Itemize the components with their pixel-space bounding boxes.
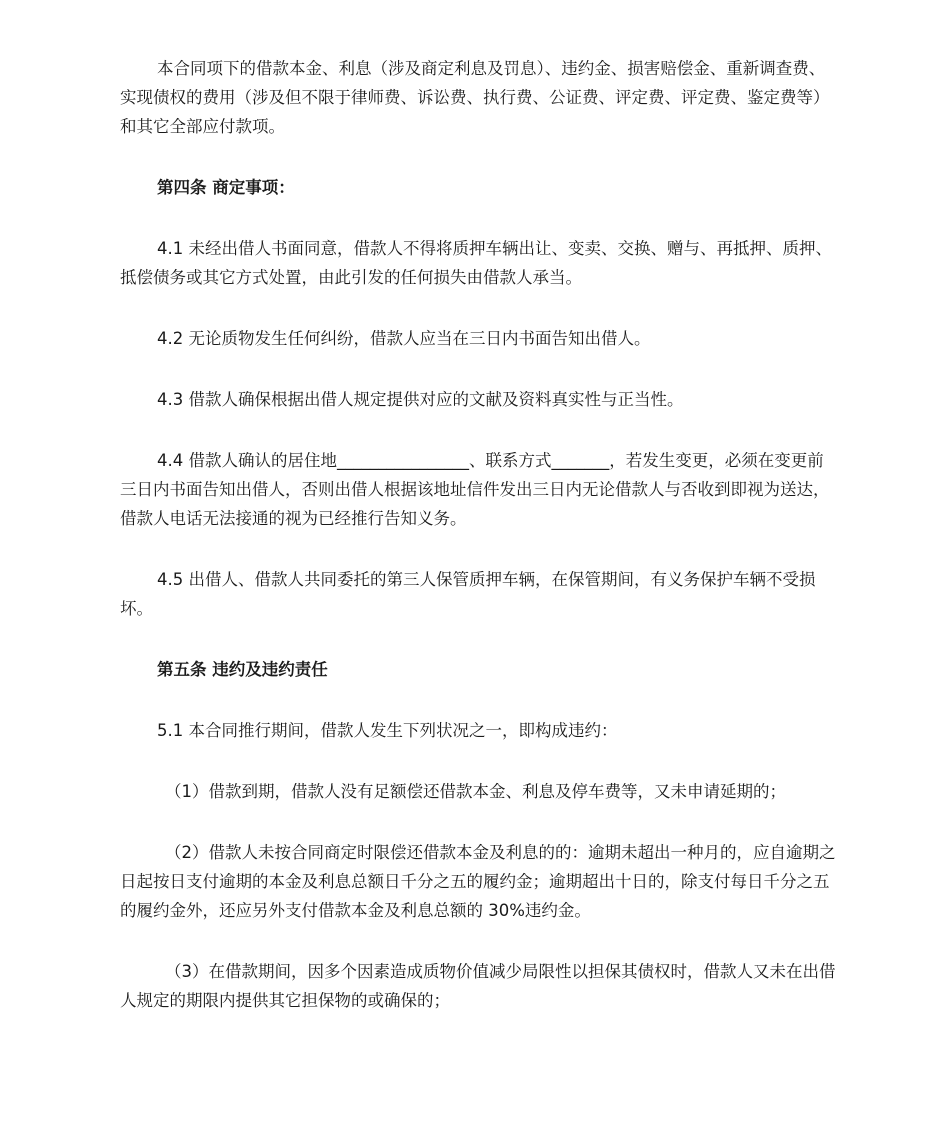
paragraph-4-2: 4.2 无论质物发生任何纠纷，借款人应当在三日内书面告知出借人。 <box>157 329 651 348</box>
heading-article-4: 第四条 商定事项： <box>157 178 295 197</box>
document-page <box>120 54 836 1015</box>
paragraph-5-1-item-1: （1）借款到期，借款人没有足额偿还借款本金、利息及停车费等，又未申请延期的； <box>165 782 786 801</box>
paragraph-4-4: 4.4 借款人确认的居住地________________、联系方式_______，若发生变更，必须在变更前三日内书面告知出借人，否则出借人根据该地址信件发出三日内无论借款人与否收到即视为送达，借款人电话无法接通的视为已经推行告知义务。 <box>120 451 830 528</box>
paragraph-4-1: 4.1 未经出借人书面同意，借款人不得将质押车辆出让、变卖、交换、赠与、再抵押、质押、抵偿债务或其它方式处置，由此引发的任何损失由借款人承当。 <box>120 239 832 287</box>
paragraph-5-1: 5.1 本合同推行期间，借款人发生下列状况之一，即构成违约： <box>157 721 618 740</box>
paragraph-4-5: 4.5 出借人、借款人共同委托的第三人保管质押车辆，在保管期间，有义务保护车辆不受损坏。 <box>120 570 816 618</box>
paragraph-5-1-item-2: （2）借款人未按合同商定时限偿还借款本金及利息的的：逾期未超出一种月的，应自逾期之日起按日支付逾期的本金及利息总额日千分之五的履约金；逾期超出十日的，除支付每日千分之五的履约金外，还应另外支付借款本金及利息总额的 30%违约金。 <box>120 843 836 920</box>
paragraph-5-1-item-3: （3）在借款期间，因多个因素造成质物价值减少局限性以担保其债权时，借款人又未在出借人规定的期限内提供其它担保物的或确保的； <box>120 962 836 1010</box>
paragraph-4-3: 4.3 借款人确保根据出借人规定提供对应的文献及资料真实性与正当性。 <box>157 390 684 409</box>
heading-article-5: 第五条 违约及违约责任 <box>157 660 328 679</box>
paragraph-intro: 本合同项下的借款本金、利息（涉及商定利息及罚息）、违约金、损害赔偿金、重新调查费、实现债权的费用（涉及但不限于律师费、诉讼费、执行费、公证费、评定费、评定费、鉴定费等）和其它全部应付款项。 <box>120 59 830 136</box>
